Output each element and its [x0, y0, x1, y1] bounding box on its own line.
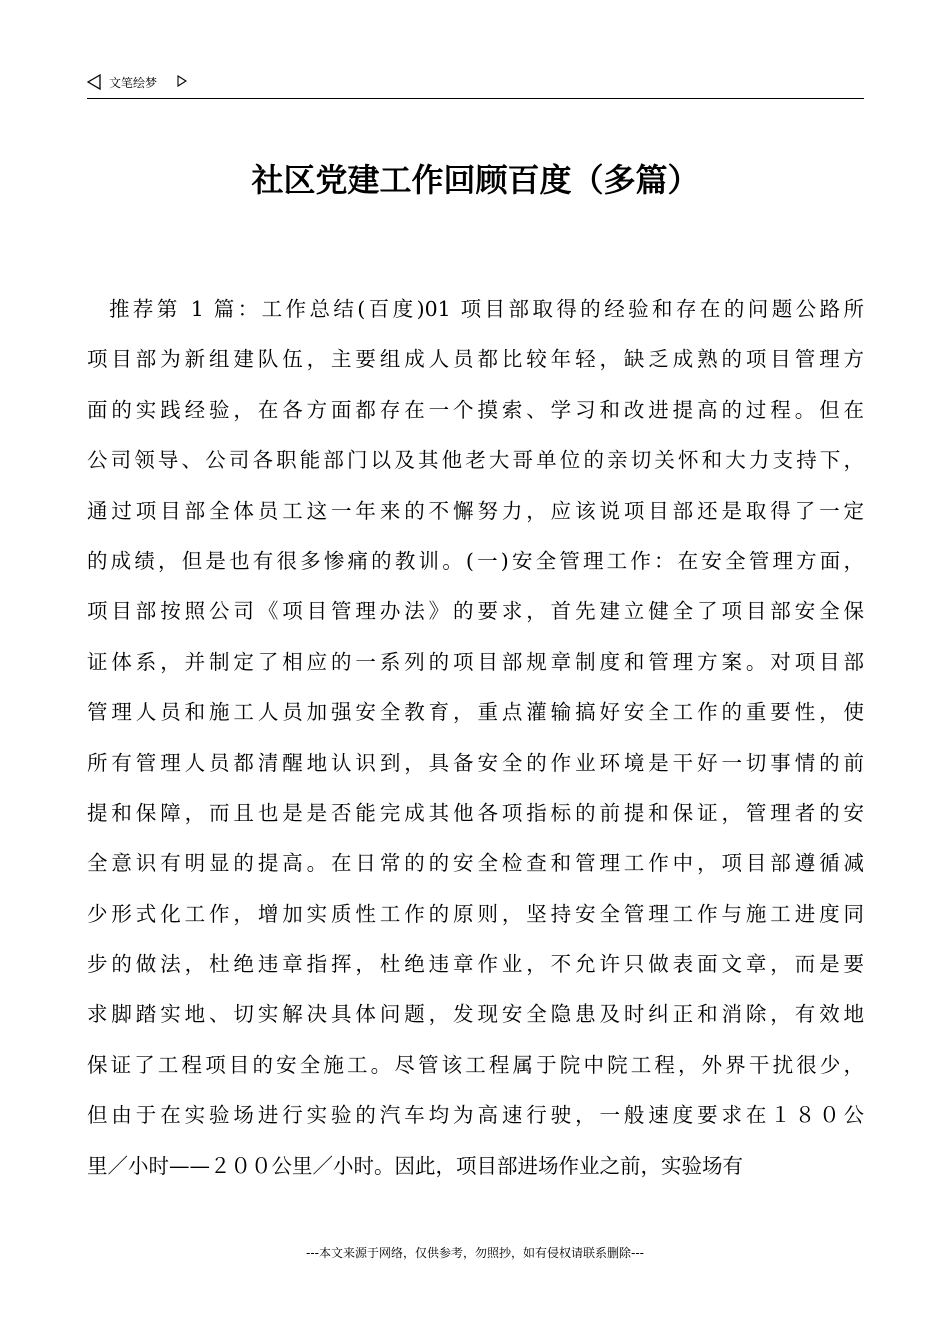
body-line: 求脚踏实地、切实解决具体问题，发现安全隐患及时纠正和消除，有效地 — [87, 1002, 864, 1027]
body-line: 通过项目部全体员工这一年来的不懈努力，应该说项目部还是取得了一定 — [87, 498, 864, 523]
body-line: 推荐第 1 篇：工作总结(百度)01 项目部取得的经验和存在的问题公路所 — [109, 297, 864, 321]
triangle-left-outline-icon — [87, 74, 101, 90]
document-title: 社区党建工作回顾百度（多篇） — [251, 161, 700, 199]
body-line: 所有管理人员都清醒地认识到，具备安全的作业环境是干好一切事情的前 — [87, 750, 864, 775]
document-body — [87, 284, 864, 1191]
body-line: 证体系，并制定了相应的一系列的项目部规章制度和管理方案。对项目部 — [87, 649, 864, 674]
body-line: 全意识有明显的提高。在日常的的安全检查和管理工作中，项目部遵循减 — [87, 851, 864, 876]
body-line: 的成绩，但是也有很多惨痛的教训。(一)安全管理工作：在安全管理方面， — [87, 548, 864, 573]
body-line: 提和保障，而且也是是否能完成其他各项指标的前提和保证，管理者的安 — [87, 800, 864, 825]
header-text: 文笔绘梦 — [109, 76, 158, 90]
body-line: 但由于在实验场进行实验的汽车均为高速行驶，一般速度要求在１８０公 — [87, 1103, 864, 1128]
body-line: 公司领导、公司各职能部门以及其他老大哥单位的亲切关怀和大力支持下， — [87, 448, 864, 473]
triangle-right-outline-icon — [177, 75, 187, 87]
body-line: 保证了工程项目的安全施工。尽管该工程属于院中院工程，外界干扰很少， — [87, 1052, 864, 1077]
body-line: 里／小时——２００公里／小时。因此，项目部进场作业之前，实验场有 — [87, 1153, 743, 1178]
page-header — [87, 72, 864, 99]
body-line: 项目部为新组建队伍，主要组成人员都比较年轻，缺乏成熟的项目管理方 — [87, 347, 864, 372]
body-line: 项目部按照公司《项目管理办法》的要求，首先建立健全了项目部安全保 — [87, 599, 864, 624]
body-line: 管理人员和施工人员加强安全教育，重点灌输搞好安全工作的重要性，使 — [87, 700, 864, 725]
body-line: 少形式化工作，增加实质性工作的原则，坚持安全管理工作与施工进度同 — [87, 901, 864, 926]
body-line: 面的实践经验，在各方面都存在一个摸索、学习和改进提高的过程。但在 — [87, 397, 864, 422]
page-footer: ---本文来源于网络，仅供参考，勿照抄，如有侵权请联系删除--- — [306, 1246, 644, 1260]
body-line: 步的做法，杜绝违章指挥，杜绝违章作业，不允许只做表面文章，而是要 — [87, 952, 864, 977]
